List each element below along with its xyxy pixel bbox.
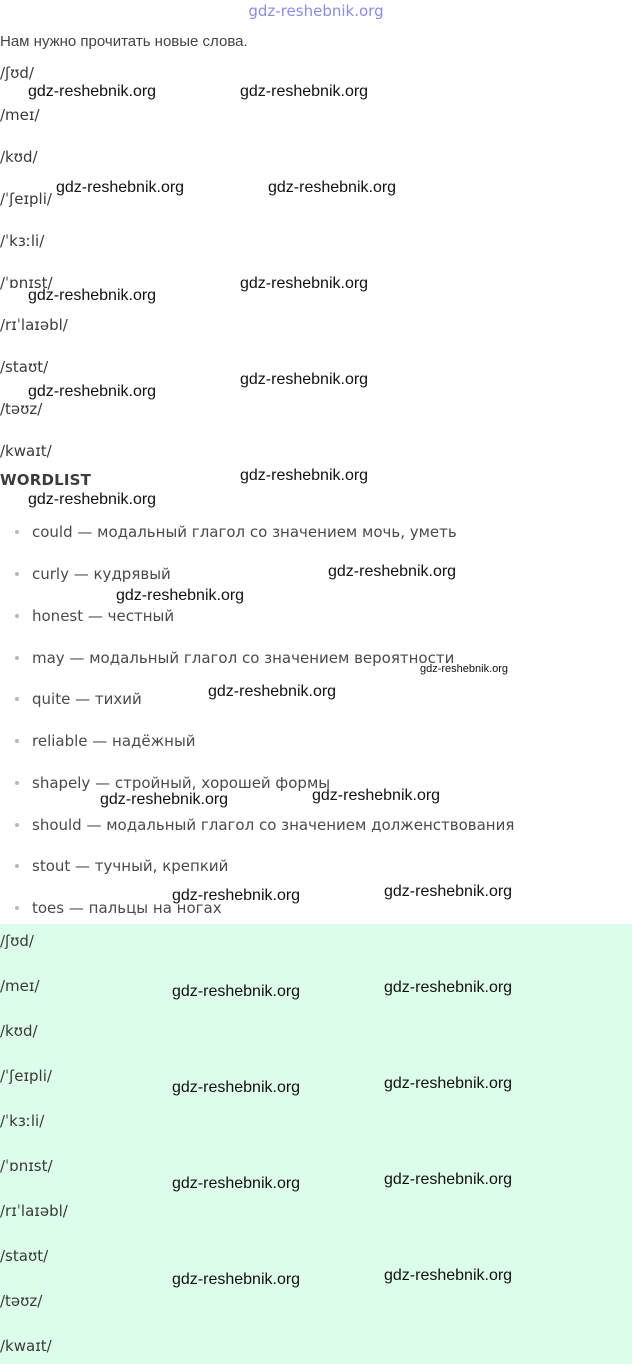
watermark: gdz-reshebnik.org bbox=[240, 275, 369, 292]
watermark: gdz-reshebnik.org bbox=[172, 983, 301, 1000]
answer-transcription-item: /ˈʃeɪpli/ bbox=[0, 1067, 52, 1085]
answer-transcription-item: /rɪˈlaɪəbl/ bbox=[0, 1202, 68, 1220]
watermark: gdz-reshebnik.org bbox=[328, 563, 457, 580]
bullet-icon bbox=[15, 530, 19, 534]
bullet-icon bbox=[15, 739, 19, 743]
wordlist-item-text: may — модальный глагол со значением вероятности bbox=[32, 649, 455, 667]
watermark: gdz-reshebnik.org bbox=[172, 887, 301, 904]
answer-transcription-item: /kwaɪt/ bbox=[0, 1337, 52, 1355]
bullet-icon bbox=[15, 781, 19, 785]
transcription-item: /rɪˈlaɪəbl/ bbox=[0, 316, 68, 334]
intro-text: Нам нужно прочитать новые слова. bbox=[0, 33, 248, 50]
bullet-icon bbox=[15, 697, 19, 701]
wordlist-item bbox=[15, 649, 454, 667]
wordlist-item bbox=[15, 732, 196, 750]
wordlist-item-text: shapely — стройный, хорошей формы bbox=[32, 774, 331, 792]
answer-transcription-item: /ʃʊd/ bbox=[0, 932, 34, 950]
transcription-item: /kʊd/ bbox=[0, 148, 38, 166]
wordlist-item-text: honest — честный bbox=[32, 607, 175, 625]
watermark: gdz-reshebnik.org bbox=[268, 179, 397, 196]
watermark: gdz-reshebnik.org bbox=[240, 83, 369, 100]
bullet-icon bbox=[15, 864, 19, 868]
watermark: gdz-reshebnik.org bbox=[28, 491, 157, 508]
watermark: gdz-reshebnik.org bbox=[208, 683, 337, 700]
wordlist-item-text: toes — пальцы на ногах bbox=[32, 899, 222, 917]
transcription-item: /ˈʃeɪpli/ bbox=[0, 190, 52, 208]
watermark: gdz-reshebnik.org bbox=[116, 587, 245, 604]
wordlist-item bbox=[15, 565, 171, 583]
wordlist-item bbox=[15, 816, 514, 834]
wordlist-item-text: quite — тихий bbox=[32, 690, 142, 708]
transcription-item: /meɪ/ bbox=[0, 106, 40, 124]
answer-transcription-item: /ˈɒnɪst/ bbox=[0, 1157, 53, 1175]
watermark: gdz-reshebnik.org bbox=[172, 1175, 301, 1192]
bullet-icon bbox=[15, 572, 19, 576]
watermark: gdz-reshebnik.org bbox=[240, 371, 369, 388]
watermark: gdz-reshebnik.org bbox=[172, 1271, 301, 1288]
wordlist-item-text: reliable — надёжный bbox=[32, 732, 196, 750]
wordlist-item-text: should — модальный глагол со значением долженствования bbox=[32, 816, 515, 834]
watermark: gdz-reshebnik.org bbox=[240, 467, 369, 484]
transcription-item: /ˈɒnɪst/ bbox=[0, 274, 53, 292]
watermark: gdz-reshebnik.org bbox=[172, 1079, 301, 1096]
watermark: gdz-reshebnik.org bbox=[420, 663, 509, 675]
watermark: gdz-reshebnik.org bbox=[384, 883, 513, 900]
transcription-item: /staʊt/ bbox=[0, 358, 49, 376]
answer-transcription-item: /ˈkɜːli/ bbox=[0, 1112, 45, 1130]
bullet-icon bbox=[15, 656, 19, 660]
wordlist-item bbox=[15, 857, 228, 875]
wordlist-item-text: stout — тучный, крепкий bbox=[32, 857, 229, 875]
watermark: gdz-reshebnik.org bbox=[56, 179, 185, 196]
transcription-item: /ˈkɜːli/ bbox=[0, 232, 45, 250]
transcription-item: /ʃʊd/ bbox=[0, 64, 34, 82]
watermark: gdz-reshebnik.org bbox=[384, 979, 513, 996]
transcription-item: /təʊz/ bbox=[0, 400, 43, 418]
bullet-icon bbox=[15, 906, 19, 910]
watermark: gdz-reshebnik.org bbox=[384, 1171, 513, 1188]
wordlist-title: WORDLIST bbox=[0, 471, 92, 489]
wordlist-item bbox=[15, 774, 330, 792]
wordlist-item bbox=[15, 523, 457, 541]
transcription-item: /kwaɪt/ bbox=[0, 442, 52, 460]
answer-panel bbox=[0, 924, 632, 1364]
watermark: gdz-reshebnik.org bbox=[384, 1267, 513, 1284]
header-watermark: gdz-reshebnik.org bbox=[248, 2, 384, 20]
watermark: gdz-reshebnik.org bbox=[384, 1075, 513, 1092]
answer-transcription-item: /təʊz/ bbox=[0, 1292, 43, 1310]
wordlist-item bbox=[15, 607, 174, 625]
answer-transcription-item: /staʊt/ bbox=[0, 1247, 49, 1265]
watermark: gdz-reshebnik.org bbox=[28, 383, 157, 400]
watermark: gdz-reshebnik.org bbox=[28, 287, 157, 304]
answer-transcription-item: /kʊd/ bbox=[0, 1022, 38, 1040]
watermark: gdz-reshebnik.org bbox=[28, 83, 157, 100]
answer-transcription-item: /meɪ/ bbox=[0, 977, 40, 995]
wordlist-item-text: curly — кудрявый bbox=[32, 565, 171, 583]
bullet-icon bbox=[15, 823, 19, 827]
watermark: gdz-reshebnik.org bbox=[100, 791, 229, 808]
wordlist-item-text: could — модальный глагол со значением мочь, уметь bbox=[32, 523, 457, 541]
wordlist-item bbox=[15, 690, 142, 708]
watermark: gdz-reshebnik.org bbox=[312, 787, 441, 804]
bullet-icon bbox=[15, 614, 19, 618]
